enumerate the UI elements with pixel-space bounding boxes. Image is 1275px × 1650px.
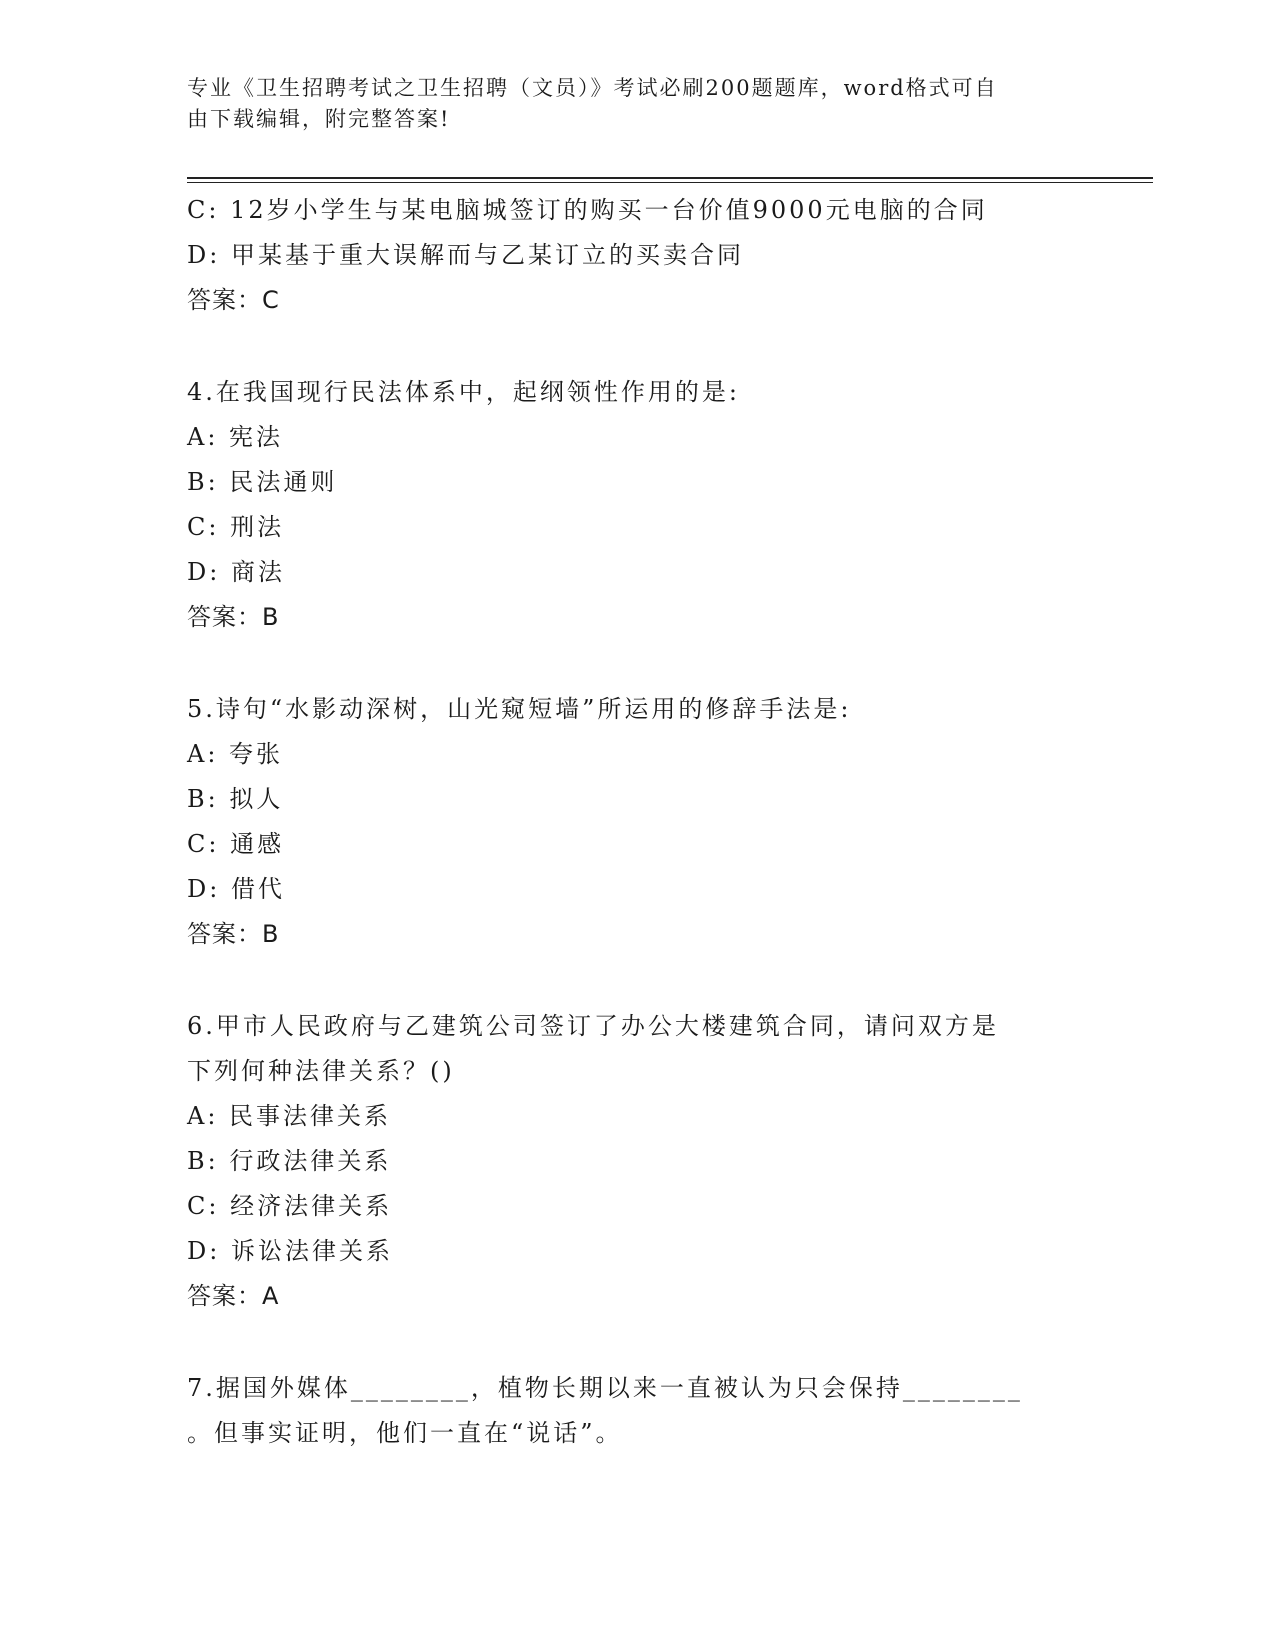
option-b: B: 拟人 (187, 785, 284, 813)
answer: 答案：C (187, 286, 280, 314)
option-a: A: 宪法 (187, 423, 284, 451)
answer: 答案：B (187, 920, 280, 948)
option-d: D: 诉讼法律关系 (187, 1237, 393, 1265)
option-d: D: 商法 (187, 558, 285, 586)
question-stem-line-2: 。但事实证明，他们一直在“说话”。 (187, 1419, 623, 1447)
option-b: B: 行政法律关系 (187, 1147, 392, 1175)
question-stem-line-2: 下列何种法律关系？() (187, 1057, 455, 1085)
option-a: A: 民事法律关系 (187, 1102, 392, 1130)
header-divider-thick (187, 177, 1153, 179)
option-a: A: 夸张 (187, 740, 284, 768)
document-body (187, 188, 1067, 1456)
question-5 (187, 687, 1067, 957)
option-b: B: 民法通则 (187, 468, 338, 496)
spacer (187, 1319, 1067, 1366)
header-line-2: 由下载编辑，附完整答案! (187, 107, 451, 131)
header-line-1: 专业《卫生招聘考试之卫生招聘（文员）》考试必刷200题题库，word格式可自 (187, 76, 998, 100)
question-3-continued (187, 188, 1067, 323)
option-d: D: 甲某基于重大误解而与乙某订立的买卖合同 (187, 241, 744, 269)
question-4 (187, 370, 1067, 640)
answer: 答案：A (187, 1282, 280, 1310)
question-stem: 4.在我国现行民法体系中，起纲领性作用的是: (187, 378, 740, 406)
question-stem-line-1: 7.据国外媒体________，植物长期以来一直被认为只会保持________ (187, 1374, 1023, 1402)
answer: 答案：B (187, 603, 280, 631)
spacer (187, 957, 1067, 1004)
header-divider-thin (187, 182, 1153, 183)
option-c: C: 刑法 (187, 513, 285, 541)
spacer (187, 323, 1067, 370)
question-stem: 5.诗句“水影动深树，山光窥短墙”所运用的修辞手法是: (187, 695, 852, 723)
spacer (187, 640, 1067, 687)
option-c: C: 12岁小学生与某电脑城签订的购买一台价值9000元电脑的合同 (187, 196, 988, 224)
option-d: D: 借代 (187, 875, 285, 903)
option-c: C: 通感 (187, 830, 285, 858)
document-header (187, 73, 1067, 135)
question-6 (187, 1004, 1067, 1319)
option-c: C: 经济法律关系 (187, 1192, 393, 1220)
question-7 (187, 1366, 1067, 1456)
question-stem-line-1: 6.甲市人民政府与乙建筑公司签订了办公大楼建筑合同，请问双方是 (187, 1012, 999, 1040)
